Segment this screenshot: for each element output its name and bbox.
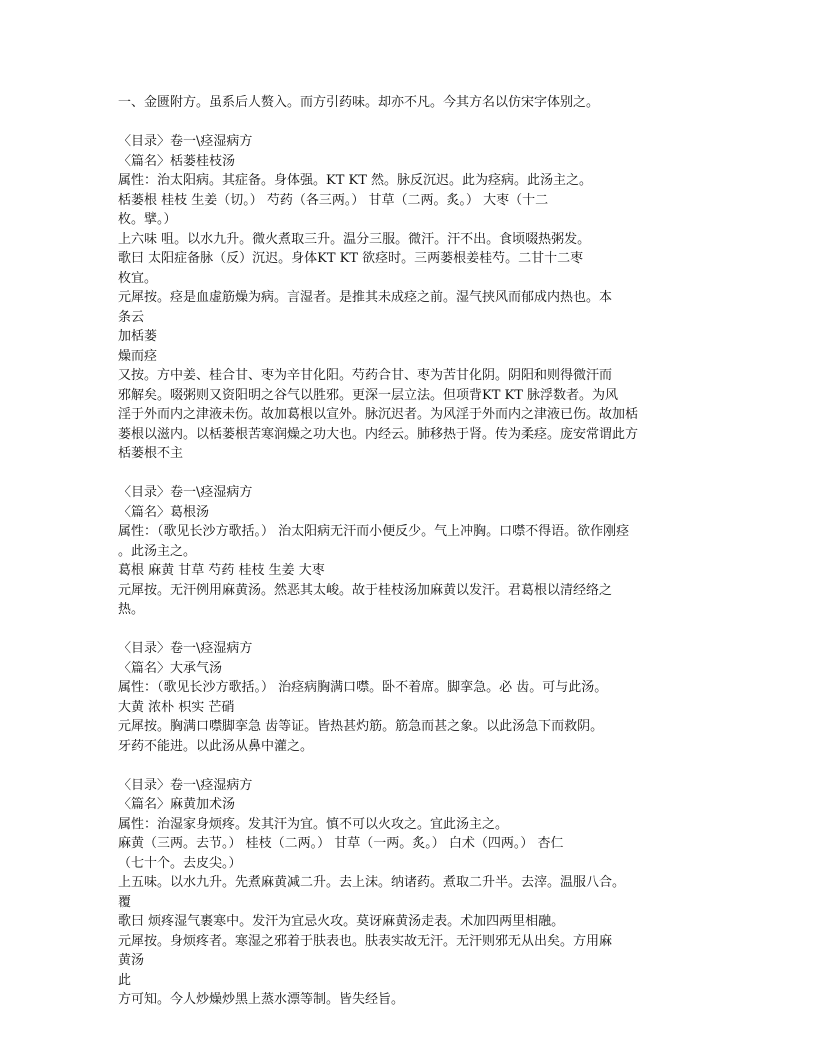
section-dachengqi-tang: [118, 639, 718, 756]
text-line: 条云: [118, 309, 145, 325]
text-line: 。此汤主之。: [118, 543, 197, 559]
text-line: 方可知。今人炒燥炒黑上蒸水漂等制。皆失经旨。: [118, 992, 405, 1007]
blank-line: [118, 620, 718, 640]
text-line: 加栝蒌: [118, 329, 158, 344]
text-line: 又按。方中姜、桂合甘、枣为辛甘化阳。芍药合甘、枣为苦甘化阴。阴阳和则得微汗而: [118, 368, 613, 383]
text-line: 属性：治湿家身烦疼。发其汗为宜。慎不可以火攻之。宜此汤主之。: [118, 816, 509, 832]
text-line: 元犀按。痉是血虚筋燥为病。言湿者。是推其未成痉之前。湿气挟风而郁成内热也。本: [118, 290, 613, 305]
text-line: 黄汤: [118, 953, 145, 968]
text-line: 元犀按。身烦疼者。寒湿之邪着于肤表也。肤表实故无汗。无汗则邪无从出矣。方用麻: [118, 933, 613, 949]
text-line: （七十个。去皮尖。）: [118, 855, 242, 871]
text-line: 栝蒌根 桂枝 生姜（切。） 芍药（各三两。） 甘草（二两。炙。） 大枣（十二: [118, 192, 549, 208]
catalog-line: 〈目录〉卷一\痉湿病方: [118, 485, 253, 500]
text-line: 栝蒌根不主: [118, 446, 184, 461]
text-line: 歌曰 烦疼湿气裹寒中。发汗为宜忌火攻。莫讶麻黄汤走表。术加四两里相融。: [118, 914, 565, 929]
text-line: 元犀按。胸满口噤脚挛急 齿等证。皆热甚灼筋。筋急而甚之象。以此汤急下而救阴。: [118, 719, 604, 734]
section-gualou-guizhi-tang: [118, 132, 718, 464]
section-title: 〈篇名〉栝蒌桂枝汤: [118, 153, 236, 169]
text-line: 枚宜。: [118, 270, 158, 286]
intro-line: 一、金匮附方。虽系后人赘入。而方引药味。却亦不凡。今其方名以仿宋字体别之。: [118, 95, 600, 110]
section-title: 〈篇名〉麻黄加术汤: [118, 797, 236, 812]
document-page: [118, 93, 718, 1010]
text-line: 邪解矣。啜粥则又资阳明之谷气以胜邪。更深一层立法。但项背KT KT 脉浮数者。为风: [118, 387, 619, 403]
text-line: 热。: [118, 602, 145, 617]
text-line: 上五味。以水九升。先煮麻黄减二升。去上沫。纳诸药。煮取二升半。去滓。温服八合。: [118, 875, 626, 890]
text-line: 燥而痉: [118, 348, 158, 364]
text-line: 牙药不能进。以此汤从鼻中灌之。: [118, 738, 314, 754]
section-mahuang-jiazhu-tang: [118, 776, 718, 1010]
catalog-line: 〈目录〉卷一\痉湿病方: [118, 777, 253, 793]
section-title: 〈篇名〉葛根汤: [118, 504, 210, 520]
catalog-line: 〈目录〉卷一\痉湿病方: [118, 641, 253, 656]
text-line: 上六味 咀。以水九升。微火煮取三升。温分三服。微汗。汗不出。食顷啜热粥发。: [118, 231, 591, 247]
text-line: 元犀按。无汗例用麻黄汤。然恶其太峻。故于桂枝汤加麻黄以发汗。君葛根以清经络之: [118, 582, 613, 598]
section-gegen-tang: [118, 483, 718, 620]
text-line: 属性：（歌见长沙方歌括。） 治痉病胸满口噤。卧不着席。脚挛急。必 齿。可与此汤。: [118, 680, 608, 695]
text-line: 属性：治太阳病。其症备。身体强。KT KT 然。脉反沉迟。此为痉病。此汤主之。: [118, 173, 593, 188]
text-line: 覆: [118, 894, 132, 910]
text-line: 淫于外而内之津液未伤。故加葛根以宣外。脉沉迟者。为风淫于外而内之津液已伤。故加栝: [118, 407, 639, 422]
blank-line: [118, 756, 718, 776]
text-line: 此: [118, 972, 132, 988]
section-title: 〈篇名〉大承气汤: [118, 660, 223, 676]
text-line: 蒌根以滋内。以栝蒌根苦寒润燥之功大也。内经云。肺移热于肾。传为柔痉。庞安常谓此方: [118, 426, 639, 442]
blank-line: [118, 113, 718, 133]
text-line: 葛根 麻黄 甘草 芍药 桂枝 生姜 大枣: [118, 563, 325, 578]
text-line: 属性：（歌见长沙方歌括。） 治太阳病无汗而小便反少。气上冲胸。口噤不得语。欲作刚痉: [118, 524, 630, 539]
text-line: 枚。擘。）: [118, 212, 177, 227]
text-line: 歌曰 太阳症备脉（反）沉迟。身体KT KT 欲痉时。三两蒌根姜桂芍。二甘十二枣: [118, 251, 584, 266]
text-line: 大黄 浓朴 枳实 芒硝: [118, 699, 235, 715]
blank-line: [118, 464, 718, 484]
text-line: 麻黄（三两。去节。） 桂枝（二两。） 甘草（一两。炙。） 白术（四两。） 杏仁: [118, 836, 564, 851]
catalog-line: 〈目录〉卷一\痉湿病方: [118, 134, 253, 149]
